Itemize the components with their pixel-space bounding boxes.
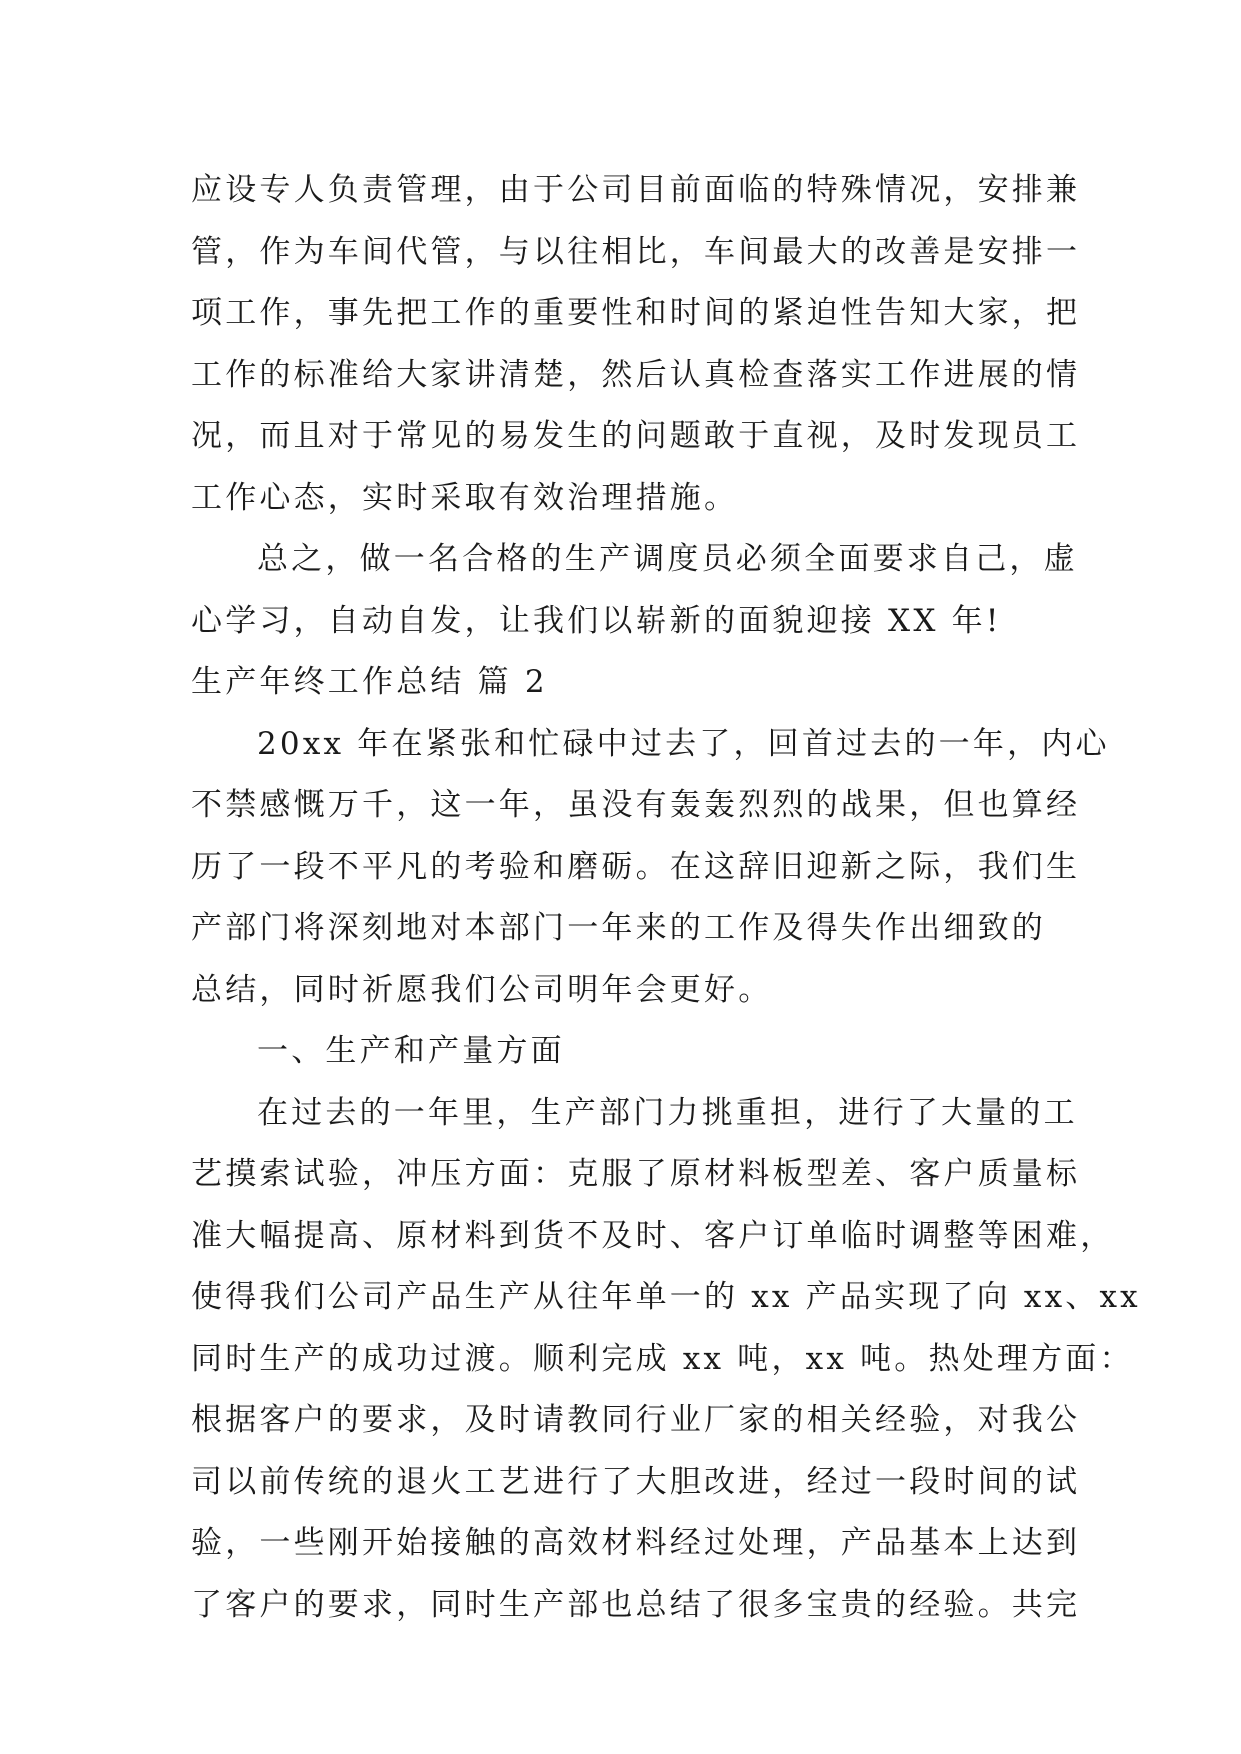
body-line: 心学习，自动自发，让我们以崭新的面貌迎接 XX 年! <box>191 602 1002 639</box>
body-line: 总结，同时祈愿我们公司明年会更好。 <box>191 971 773 1008</box>
body-line: 工作心态，实时采取有效治理措施。 <box>191 479 739 516</box>
body-line: 同时生产的成功过渡。顺利完成 xx 吨，xx 吨。热处理方面： <box>191 1340 1134 1377</box>
body-line: 况，而且对于常见的易发生的问题敢于直视，及时发现员工 <box>191 418 1081 454</box>
body-line: 艺摸索试验，冲压方面：克服了原材料板型差、客户质量标 <box>191 1156 1081 1192</box>
body-line: 了客户的要求，同时生产部也总结了很多宝贵的经验。共完 <box>191 1586 1081 1623</box>
body-line: 使得我们公司产品生产从往年单一的 xx 产品实现了向 xx、xx <box>191 1279 1141 1315</box>
subsection-heading: 一、生产和产量方面 <box>257 1033 565 1069</box>
body-line: 根据客户的要求，及时请教同行业厂家的相关经验，对我公 <box>191 1402 1081 1438</box>
body-line: 应设专人负责管理，由于公司目前面临的特殊情况，安排兼 <box>191 172 1081 208</box>
body-line: 验，一些刚开始接触的高效材料经过处理，产品基本上达到 <box>191 1525 1081 1561</box>
body-line: 项工作，事先把工作的重要性和时间的紧迫性告知大家，把 <box>191 295 1081 331</box>
body-line: 工作的标准给大家讲清楚，然后认真检查落实工作进展的情 <box>191 356 1081 393</box>
section-heading: 生产年终工作总结 篇 2 <box>191 664 548 700</box>
body-line: 历了一段不平凡的考验和磨砺。在这辞旧迎新之际，我们生 <box>191 848 1081 885</box>
body-line: 司以前传统的退火工艺进行了大胆改进，经过一段时间的试 <box>191 1463 1081 1500</box>
body-line: 准大幅提高、原材料到货不及时、客户订单临时调整等困难， <box>191 1217 1115 1254</box>
body-line: 产部门将深刻地对本部门一年来的工作及得失作出细致的 <box>191 910 1046 946</box>
document-body <box>191 160 1141 1636</box>
paragraph-first-line: 在过去的一年里，生产部门力挑重担，进行了大量的工 <box>257 1094 1078 1131</box>
body-line: 管，作为车间代管，与以往相比，车间最大的改善是安排一 <box>191 233 1081 270</box>
paragraph-first-line: 20xx 年在紧张和忙碌中过去了，回首过去的一年，内心 <box>257 725 1110 762</box>
paragraph-first-line: 总之，做一名合格的生产调度员必须全面要求自己，虚 <box>257 541 1078 577</box>
body-line: 不禁感慨万千，这一年，虽没有轰轰烈烈的战果，但也算经 <box>191 787 1081 823</box>
